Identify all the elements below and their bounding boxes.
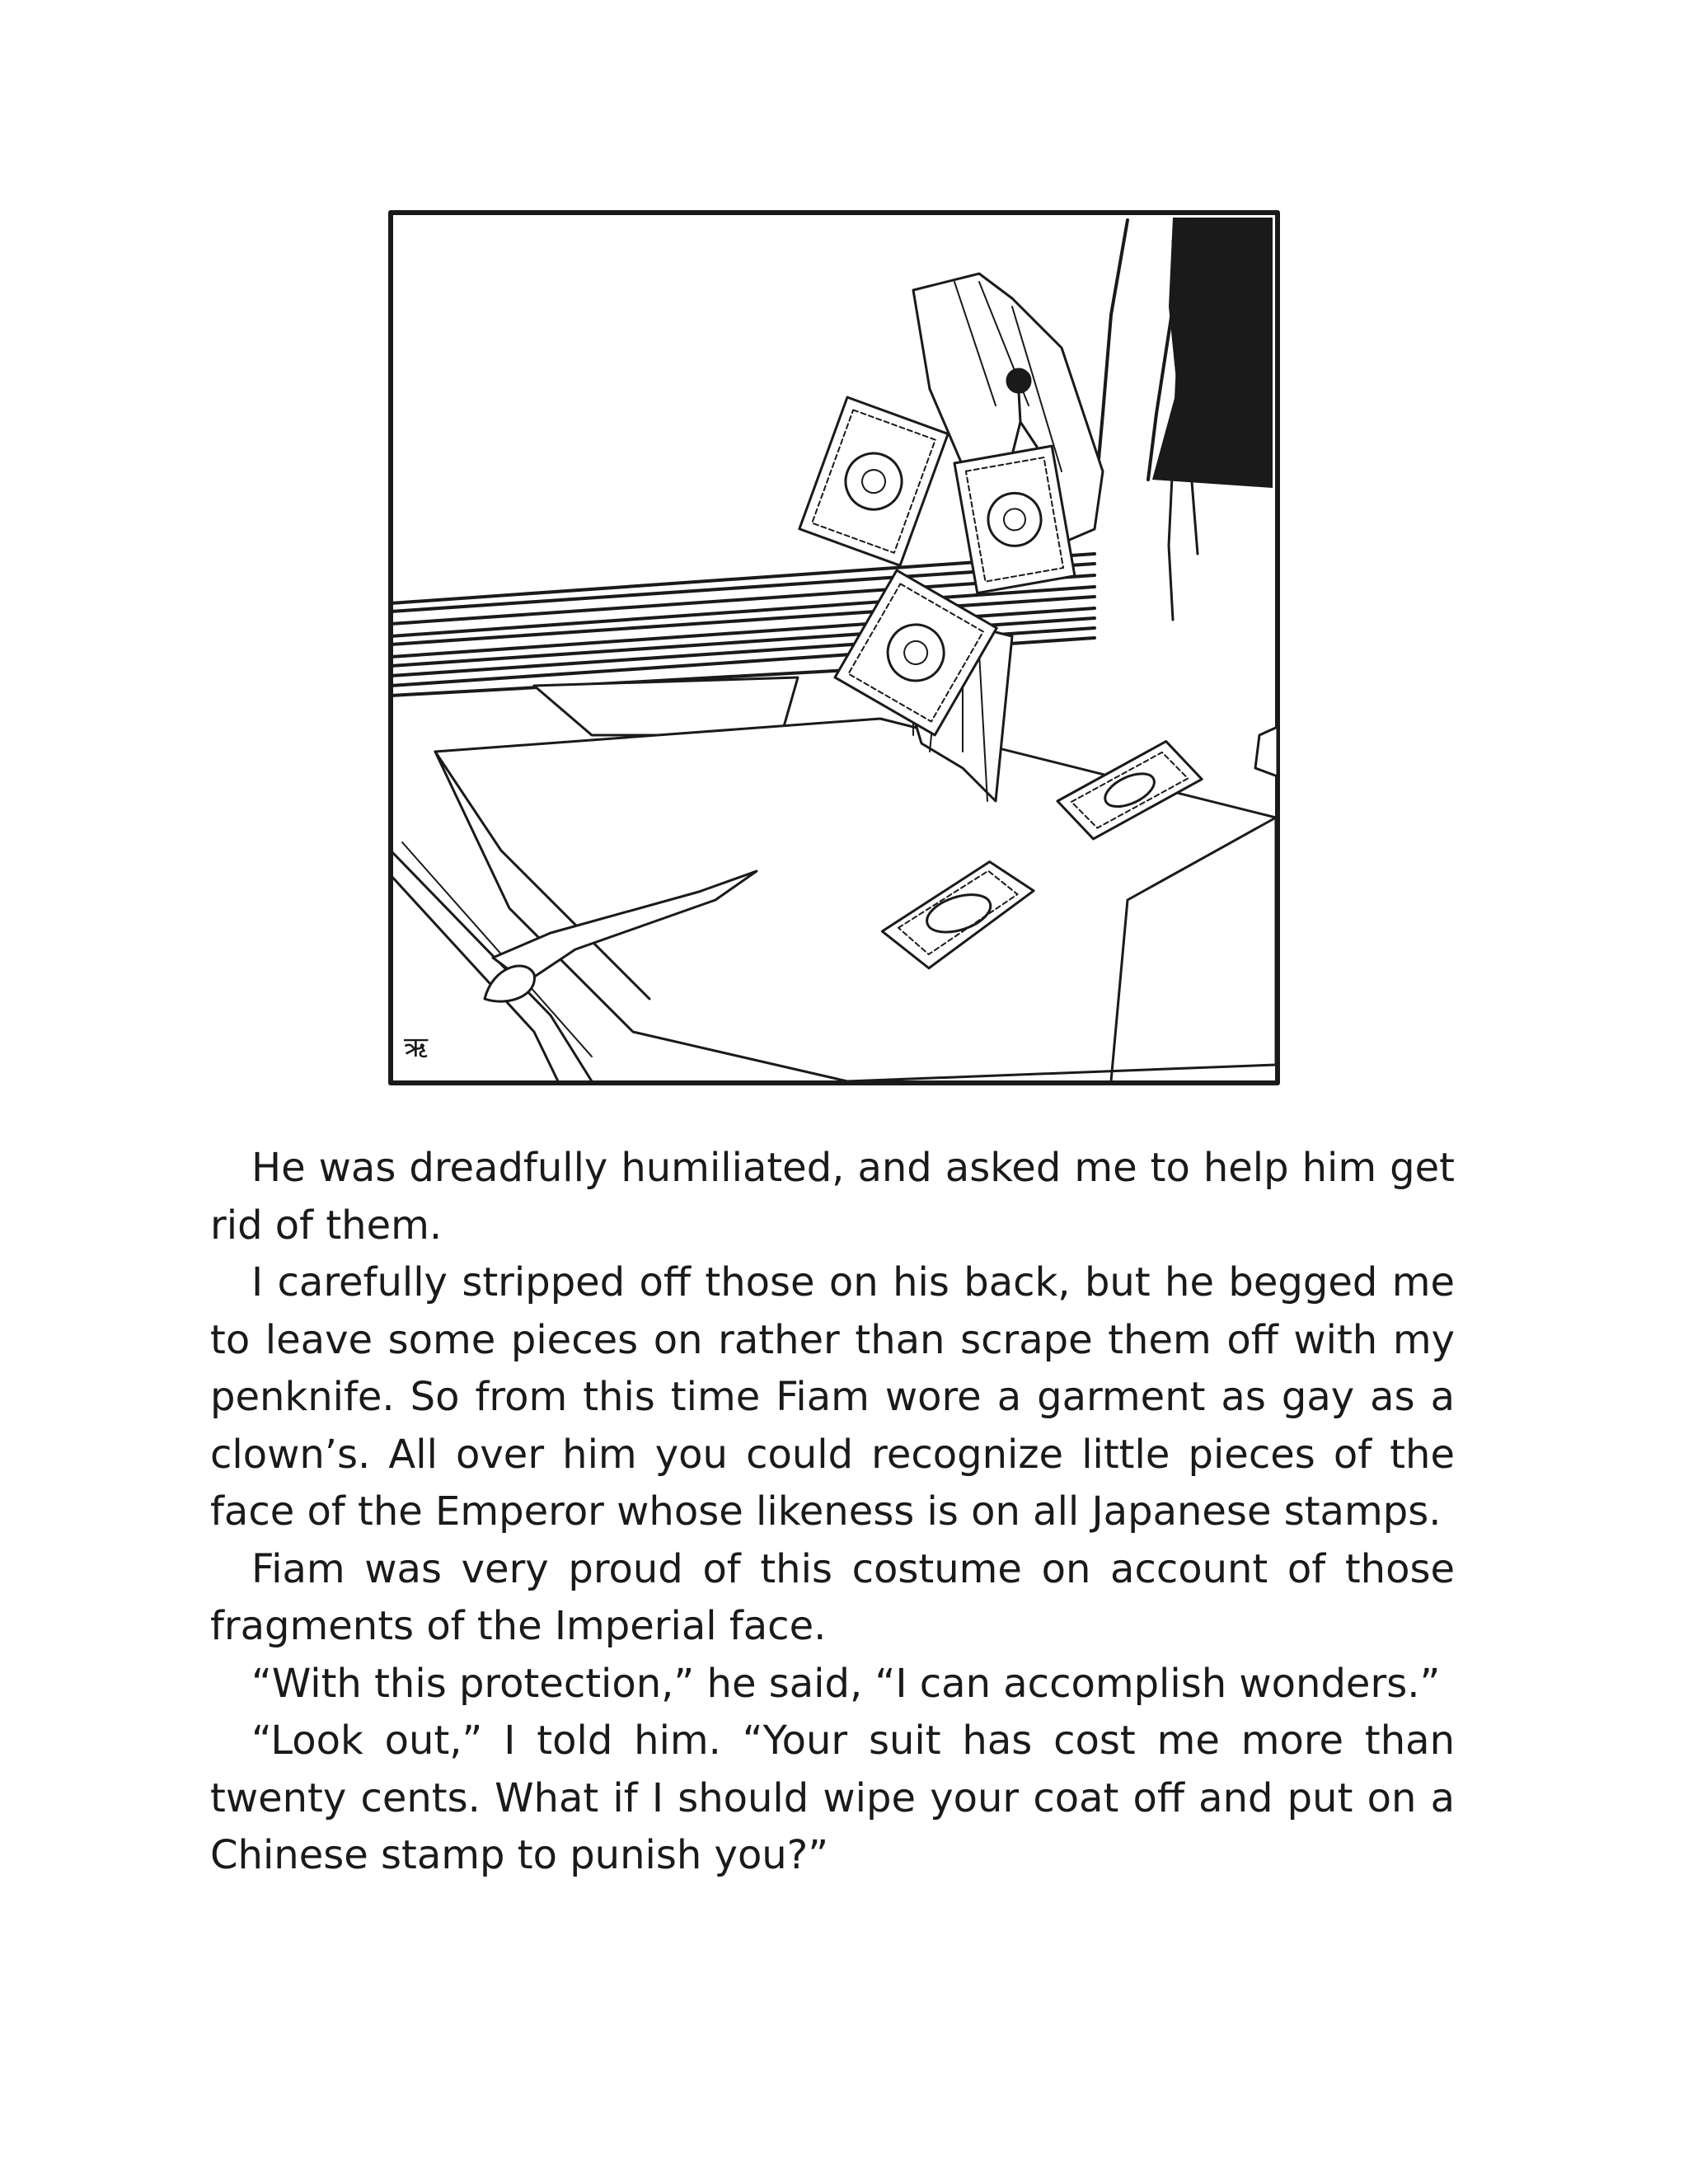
story-text xyxy=(210,1140,1455,1885)
paragraph-4: “With this protection,” he said, “I can accomplish wonders.” xyxy=(251,1660,1441,1707)
stamp-1 xyxy=(799,397,948,565)
paragraph-5: “Look out,” I told him. “Your suit has cost me more than twenty cents. What if I should wipe your coat off and put on a Chinese stamp to punish you?” xyxy=(210,1718,1455,1878)
paragraph-2: I carefully stripped off those on his back, but he begged me to leave some pieces on rather than scrape them off with my penknife. So from this time Fiam wore a garment as gay as a clown’s. All over him you could recognize little pieces of the face of the Emperor whose likeness is on all Japanese stamps. xyxy=(210,1259,1455,1535)
stamp-2 xyxy=(954,446,1075,593)
stamps-illustration xyxy=(386,208,1282,1088)
dark-window xyxy=(1152,218,1273,488)
fiam-head xyxy=(1007,369,1030,392)
paragraph-3: Fiam was very proud of this costume on account of those fragments of the Imperial face. xyxy=(210,1545,1455,1649)
artist-signature: ऋ xyxy=(404,1031,429,1064)
paragraph-1: He was dreadfully humiliated, and asked me to help him get rid of them. xyxy=(210,1145,1455,1249)
